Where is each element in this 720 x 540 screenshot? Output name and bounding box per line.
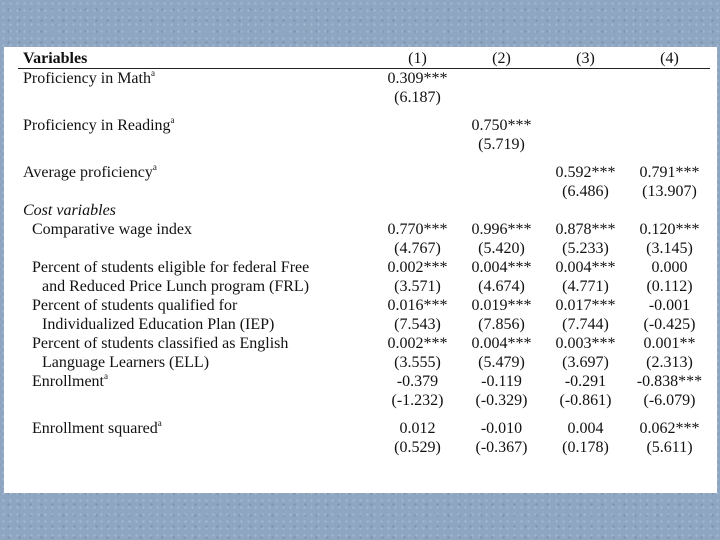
coef-cell [374, 163, 458, 182]
coef-cell [626, 116, 710, 135]
table-row [18, 419, 710, 438]
tstat-cell: (6.187) [394, 89, 441, 106]
tstat-cell [542, 135, 626, 154]
table-row-tstat [18, 277, 710, 296]
coef-cell [542, 69, 626, 89]
coef-cell: -0.379 [396, 373, 439, 390]
row-label-continued: Individualized Education Plan (IEP) [42, 316, 275, 333]
table-row-tstat [18, 353, 710, 372]
table-row [18, 116, 710, 135]
variables-header: Variables [23, 50, 88, 67]
regression-table [18, 49, 710, 457]
tstat-cell: (5.233) [562, 240, 609, 257]
tstat-cell: (2.313) [646, 354, 693, 371]
row-label-continued: Language Learners (ELL) [42, 354, 210, 371]
table-row [18, 258, 710, 277]
section-row [18, 201, 710, 220]
tstat-cell: (7.543) [394, 316, 441, 333]
tstat-cell: (0.178) [562, 439, 609, 456]
coef-cell: -0.001 [648, 297, 691, 314]
row-label-continued: and Reduced Price Lunch program (FRL) [42, 278, 310, 295]
tstat-cell: (3.697) [562, 354, 609, 371]
row-label: Enrollment squared$^a$ [32, 418, 162, 437]
row-label: Proficiency in Math$^a$ [23, 68, 155, 87]
coef-cell: 0.592*** [555, 164, 616, 181]
coef-cell [458, 163, 542, 182]
tstat-cell [374, 135, 458, 154]
tstat-cell [542, 88, 626, 107]
table-row-tstat [18, 391, 710, 410]
tstat-cell: (-0.367) [475, 439, 528, 456]
coef-cell: -0.838*** [636, 373, 703, 390]
table-row-tstat [18, 182, 710, 201]
tstat-cell: (-0.425) [643, 316, 696, 333]
coef-cell: 0.017*** [555, 297, 616, 314]
tstat-cell: (6.486) [562, 183, 609, 200]
table-header-row [18, 49, 710, 69]
coef-cell: 0.004*** [555, 259, 616, 276]
coef-cell: 0.012 [399, 420, 436, 437]
tstat-cell: (-6.079) [643, 392, 696, 409]
table-row-tstat [18, 239, 710, 258]
row-label: Comparative wage index [32, 221, 192, 238]
table-row [18, 163, 710, 182]
table-row-tstat [18, 88, 710, 107]
coef-cell [626, 69, 710, 89]
row-label: Average proficiency$^a$ [23, 162, 157, 181]
tstat-cell: (0.112) [646, 278, 693, 295]
coef-cell: 0.120*** [639, 221, 700, 238]
tstat-cell: (4.771) [562, 278, 609, 295]
tstat-cell: (-1.232) [391, 392, 444, 409]
row-label: Enrollment$^a$ [32, 371, 108, 390]
tstat-cell: (7.744) [562, 316, 609, 333]
coef-cell: 0.062*** [639, 420, 700, 437]
table-row-tstat [18, 135, 710, 154]
tstat-cell: (3.145) [646, 240, 693, 257]
coef-cell: 0.309*** [387, 70, 448, 87]
tstat-cell: (4.767) [394, 240, 441, 257]
coef-cell: 0.004*** [471, 259, 532, 276]
coef-cell: 0.002*** [387, 259, 448, 276]
tstat-cell: (3.571) [394, 278, 441, 295]
coef-cell: -0.291 [564, 373, 607, 390]
tstat-cell [626, 88, 710, 107]
row-label: Percent of students eligible for federal Free [32, 259, 310, 276]
row-label: Proficiency in Reading$^a$ [23, 115, 175, 134]
table-row [18, 296, 710, 315]
col-header-1: (1) [408, 50, 427, 67]
coef-cell: 0.750*** [471, 117, 532, 134]
coef-cell: 0.001** [643, 335, 696, 352]
coef-cell: 0.770*** [387, 221, 448, 238]
tstat-cell: (13.907) [642, 183, 697, 200]
coef-cell: -0.010 [480, 420, 523, 437]
col-header-3: (3) [576, 50, 595, 67]
table-row-tstat [18, 315, 710, 334]
coef-cell: 0.791*** [639, 164, 700, 181]
table-row [18, 220, 710, 239]
col-header-4: (4) [660, 50, 679, 67]
coef-cell: 0.000 [651, 259, 688, 276]
coef-cell: 0.002*** [387, 335, 448, 352]
coef-cell: -0.119 [481, 373, 522, 390]
coef-cell: 0.016*** [387, 297, 448, 314]
coef-cell: 0.004 [567, 420, 604, 437]
tstat-cell [458, 88, 542, 107]
table-row [18, 69, 710, 89]
coef-cell [458, 69, 542, 89]
tstat-cell [458, 182, 542, 201]
tstat-cell: (3.555) [394, 354, 441, 371]
tstat-cell: (5.719) [478, 136, 525, 153]
tstat-cell: (5.479) [478, 354, 525, 371]
row-label: Percent of students classified as English [32, 335, 289, 352]
table-row-tstat [18, 438, 710, 457]
tstat-cell: (4.674) [478, 278, 525, 295]
tstat-cell: (-0.329) [475, 392, 528, 409]
tstat-cell [626, 135, 710, 154]
col-header-2: (2) [492, 50, 511, 67]
coef-cell [374, 116, 458, 135]
tstat-cell: (7.856) [478, 316, 525, 333]
table-row [18, 372, 710, 391]
tstat-cell: (5.611) [646, 439, 693, 456]
coef-cell: 0.004*** [471, 335, 532, 352]
table-row [18, 334, 710, 353]
section-heading-cost-variables: Cost variables [23, 202, 116, 219]
tstat-cell: (0.529) [394, 439, 441, 456]
coef-cell: 0.003*** [555, 335, 616, 352]
coef-cell: 0.019*** [471, 297, 532, 314]
coef-cell: 0.878*** [555, 221, 616, 238]
coef-cell: 0.996*** [471, 221, 532, 238]
slide-panel [4, 47, 717, 493]
tstat-cell: (-0.861) [559, 392, 612, 409]
tstat-cell [374, 182, 458, 201]
row-label: Percent of students qualified for [32, 297, 238, 314]
coef-cell [542, 116, 626, 135]
tstat-cell: (5.420) [478, 240, 525, 257]
